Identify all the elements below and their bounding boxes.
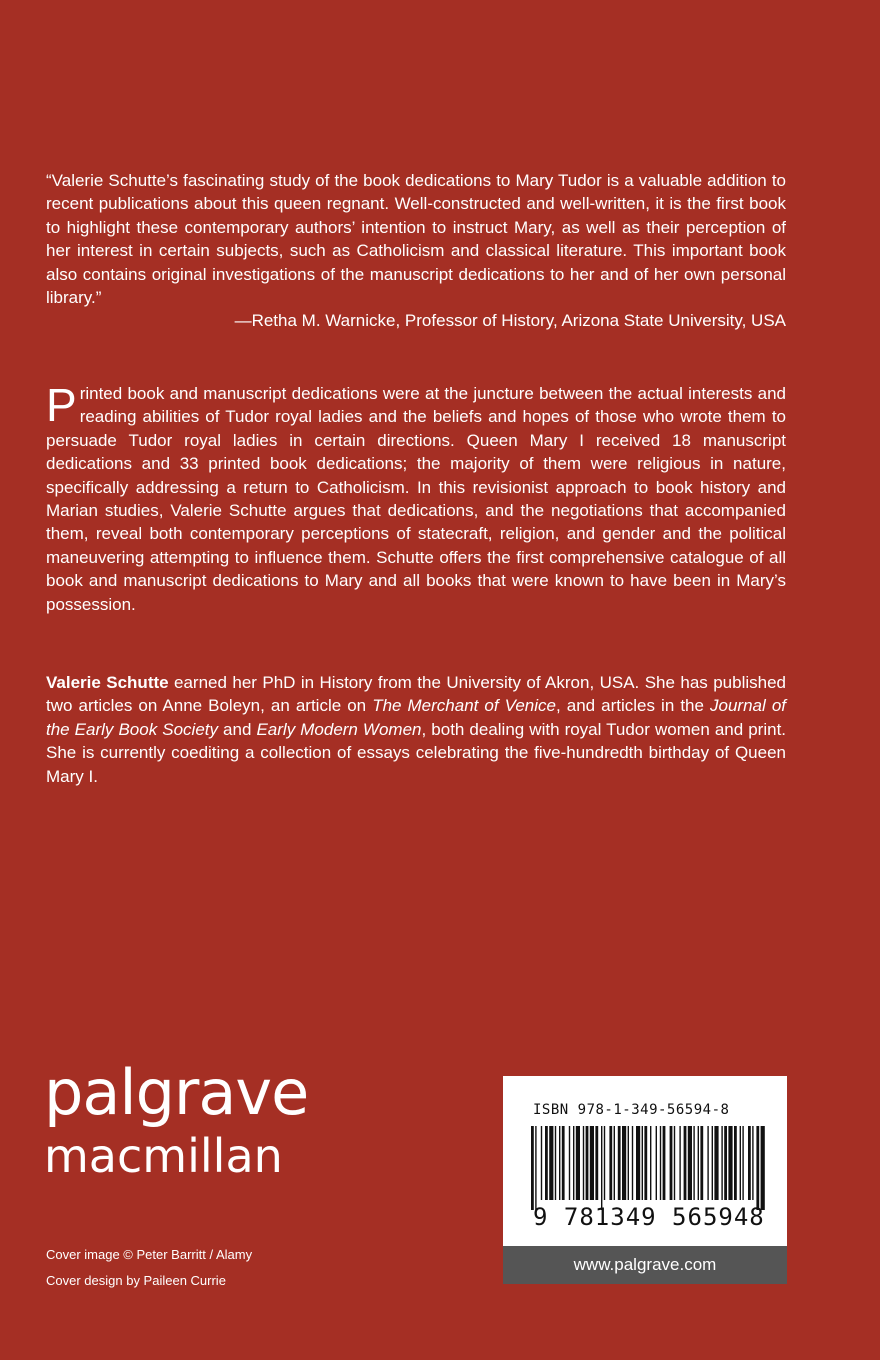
barcode-bar: [688, 1126, 692, 1200]
barcode-bar: [569, 1126, 570, 1200]
cover-design-credit: Cover design by Paileen Currie: [46, 1273, 226, 1288]
barcode-bar: [601, 1126, 602, 1210]
dropcap-letter: P: [46, 379, 77, 431]
bio-text-2: , and articles in the: [556, 696, 711, 716]
barcode-bar: [644, 1126, 647, 1200]
barcode-bar: [693, 1126, 694, 1200]
barcode-bar: [642, 1126, 643, 1200]
bio-title-3: Early Modern Women: [256, 719, 422, 739]
cover-image-credit: Cover image © Peter Barritt / Alamy: [46, 1247, 253, 1262]
barcode-box: [503, 1076, 787, 1246]
barcode-bar: [724, 1126, 727, 1200]
book-description: [46, 379, 786, 616]
barcode-bar: [728, 1126, 732, 1200]
description-text: rinted book and manuscript dedications were at the juncture between the actual interests and reading abilities of Tudor royal ladies and the beliefs and hopes of those who wrote them to persuade Tudor royal ladies in certain directions. Queen Mary I received 18 manuscript dedications and 33 printed book dedications; the majority of them were religious in nature, specifically addressing a return to Catholicism. In this revisionist approach to book history and Marian studies, Valerie Schutte argues that dedications, and the negotiations that accompanied them, reveal both contemporary perceptions of statecraft, religion, and gender and the political maneuvering attempting to influence them. Schutte offers the first comprehensive catalogue of all book and manuscript dedications to Mary and all books that were known to have been in Mary’s possession.: [46, 384, 786, 614]
barcode-bar: [545, 1126, 548, 1200]
cover-credits: [46, 1242, 252, 1294]
barcode-bar: [663, 1126, 666, 1200]
isbn-label: ISBN 978-1-349-56594-8: [533, 1102, 730, 1118]
barcode-bar: [562, 1126, 565, 1200]
publisher-url: www.palgrave.com: [503, 1246, 787, 1284]
barcode-bar: [748, 1126, 751, 1200]
barcode-bar: [604, 1126, 605, 1200]
author-bio: [46, 671, 786, 788]
barcode-bar: [707, 1126, 708, 1200]
barcode-bar: [756, 1126, 759, 1210]
barcode-bar: [622, 1126, 626, 1200]
barcode-digits: 9 781349 565948: [533, 1203, 765, 1231]
barcode-bar: [595, 1126, 598, 1200]
barcode-bar: [576, 1126, 580, 1200]
barcode-bar: [674, 1126, 675, 1200]
barcode-bar: [698, 1126, 699, 1200]
barcode-bar: [714, 1126, 718, 1200]
bio-text-1: earned her PhD in History from the University of Akron, USA. She has published two articles on Anne Boleyn, an article on: [46, 673, 786, 716]
barcode-bar: [628, 1126, 629, 1200]
logo-macmillan: macmillan: [44, 1129, 283, 1183]
barcode-bar: [712, 1126, 713, 1200]
barcode-bar: [734, 1126, 737, 1200]
barcode-bar: [700, 1126, 703, 1200]
barcode-bar: [670, 1126, 673, 1200]
barcode-bar: [656, 1126, 657, 1200]
barcode-bar: [590, 1126, 594, 1200]
bio-text-3: and: [218, 719, 257, 739]
barcode-bar: [618, 1126, 621, 1200]
quote-text: “Valerie Schutte’s fascinating study of the book dedications to Mary Tudor is a valuable addition to recent publications about this queen regnant. Well-constructed and well-written, it is the first book to highlight these contemporary authors’ intention to instruct Mary, as well as their perception of her interest in certain subjects, such as Catholicism and classical literature. This important book also contains original investigations of the manuscript dedications to her and of her own personal library.”: [46, 171, 786, 308]
barcode-bar: [752, 1126, 753, 1200]
barcode-bar: [740, 1126, 741, 1200]
barcode-bar: [559, 1126, 560, 1200]
publisher-logo: [44, 1058, 364, 1184]
barcode-bar: [650, 1126, 651, 1200]
barcode-bar: [742, 1126, 743, 1200]
bio-title-2: Journal of the Early Book Society: [46, 696, 786, 739]
barcode-bar: [541, 1126, 542, 1200]
bio-title-1: The Merchant of Venice: [372, 696, 556, 716]
endorsement-quote: [46, 169, 786, 333]
barcode-bar: [573, 1126, 574, 1200]
logo-palgrave: palgrave: [44, 1056, 309, 1129]
author-name: Valerie Schutte: [46, 673, 169, 692]
barcode-bar: [549, 1126, 553, 1200]
barcode-bar: [684, 1126, 687, 1200]
barcode-bar: [531, 1126, 534, 1210]
barcode-bar: [679, 1126, 680, 1200]
barcode-bar: [583, 1126, 584, 1200]
barcode-bar: [721, 1126, 722, 1200]
barcode-bar: [609, 1126, 612, 1200]
barcode-icon: [521, 1126, 771, 1214]
barcode-bar: [535, 1126, 536, 1210]
barcode-bar: [636, 1126, 640, 1200]
barcode-bar: [555, 1126, 556, 1200]
barcode-bar: [761, 1126, 765, 1210]
barcode-bar: [632, 1126, 633, 1200]
barcode-bar: [586, 1126, 589, 1200]
barcode-bar: [614, 1126, 615, 1200]
bio-text-4: , both dealing with royal Tudor women and print. She is currently coediting a collection of essays celebrating the five-hundredth birthday of Queen Mary I.: [46, 719, 787, 786]
barcode-bar: [660, 1126, 661, 1200]
quote-attribution: —Retha M. Warnicke, Professor of History, Arizona State University, USA: [234, 311, 786, 331]
